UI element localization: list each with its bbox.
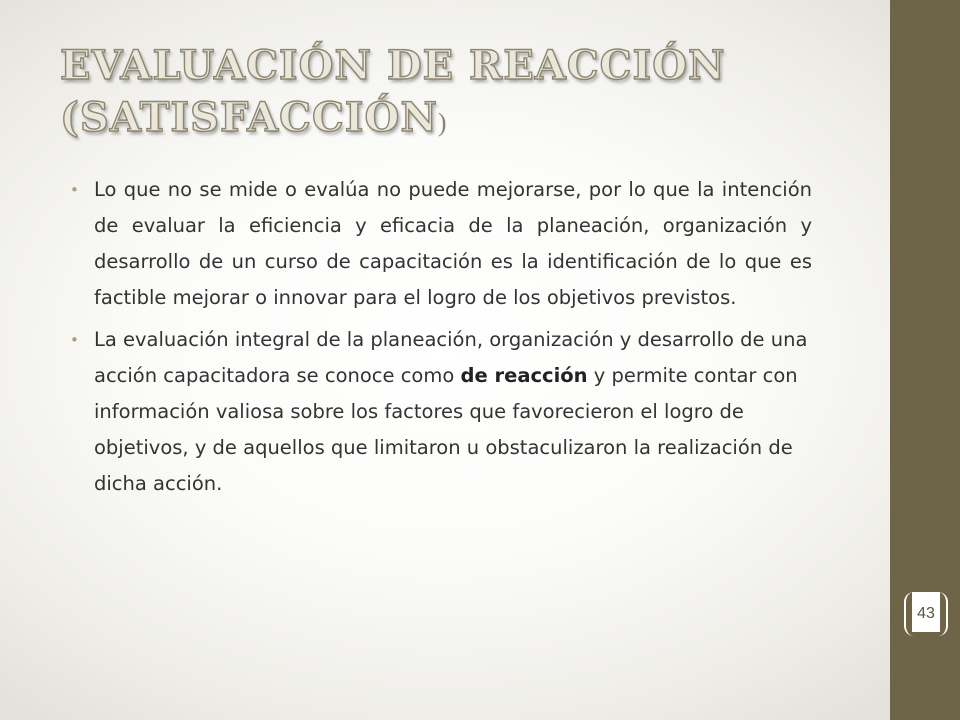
bullet-list xyxy=(70,172,812,508)
bullet-dot-icon: • xyxy=(70,181,79,199)
bullet-text-2-before: La evaluación integral de la planeación, organización y desarrollo de una acción capacitadora se conoce como xyxy=(94,328,808,387)
bullet-item-2 xyxy=(70,322,812,502)
slide-title xyxy=(60,40,860,149)
page-number: 43 xyxy=(917,605,935,622)
bullet-text-2-after: y permite contar con información valiosa sobre los factores que favorecieron el logro de objetivos, y de aquellos que limitaron u obstaculizaron la realización de dicha acción. xyxy=(94,364,798,495)
bullet-item-1 xyxy=(70,172,812,316)
bullet-text-2-bold: de reacción xyxy=(460,364,588,387)
title-line-2 xyxy=(60,92,860,149)
title-line-2-text: (SATISFACCIÓN xyxy=(60,94,438,141)
bullet-text-1: Lo que no se mide o evalúa no puede mejorarse, por lo que la intención de evaluar la eficiencia y eficacia de la planeación, organización y desarrollo de un curso de capacitación es la identificación de lo que es factible mejorar o innovar para el logro de los objetivos previstos. xyxy=(94,178,812,309)
title-closing-paren: ) xyxy=(437,108,447,137)
bullet-dot-icon: • xyxy=(70,331,79,349)
title-line-1: EVALUACIÓN DE REACCIÓN xyxy=(60,42,726,89)
